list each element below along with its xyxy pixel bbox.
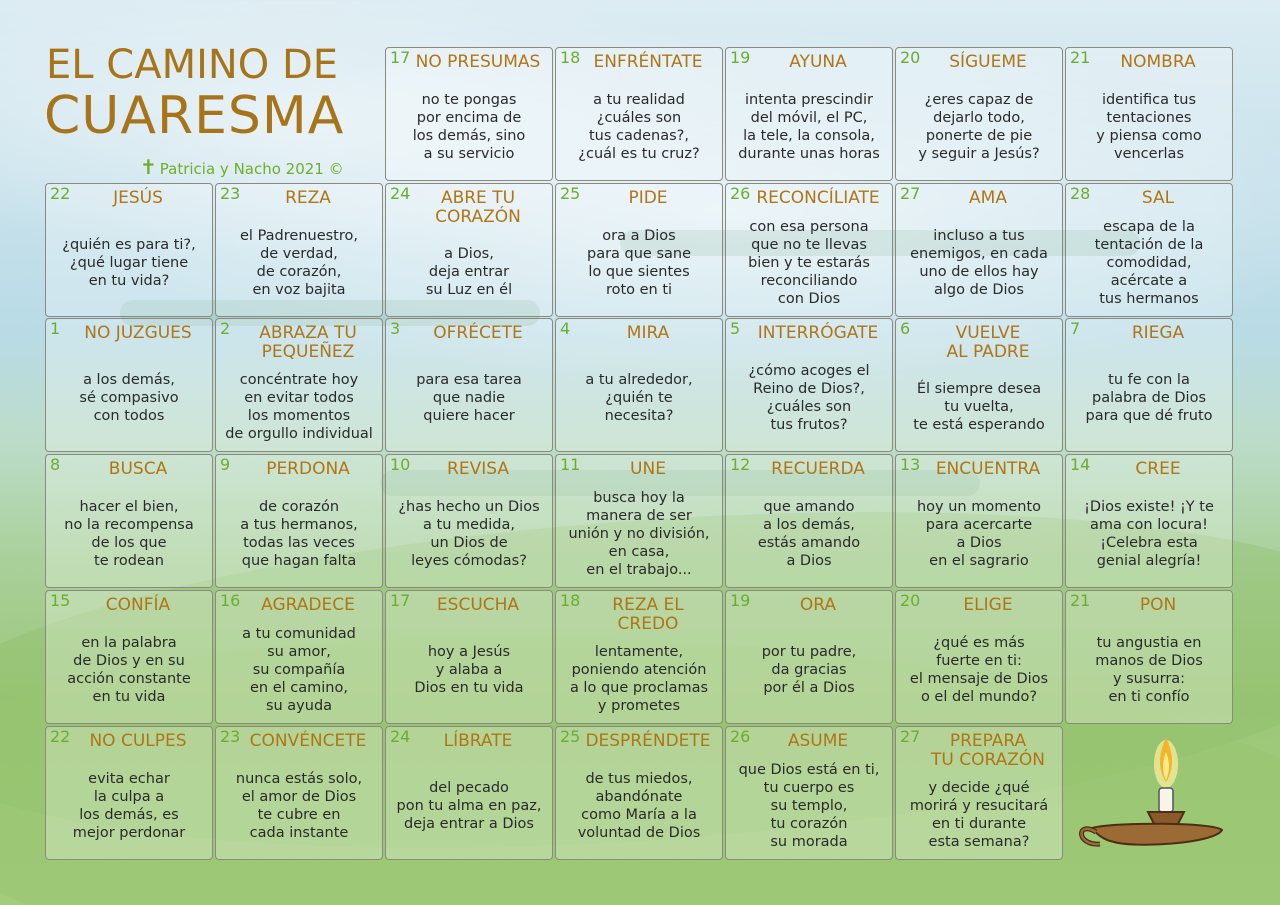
day-title: AGRADECE [261,595,355,615]
day-text: ¿cómo acoges el Reino de Dios?, ¿cuáles son tus frutos? [748,363,870,433]
day-number: 20 [900,48,921,67]
day-cell [555,454,723,588]
day-text: intenta prescindir del móvil, el PC, la tele, la consola, durante unas horas [738,92,880,162]
day-number: 11 [560,455,581,474]
day-text: Él siempre desea tu vuelta, te está esperando [913,381,1045,433]
day-cell [385,590,553,724]
day-title: DESPRÉNDETE [585,731,711,751]
day-cell [215,183,383,317]
day-title: RECONCÍLIATE [756,188,880,208]
header [44,42,384,182]
day-title: NO CULPES [89,731,187,751]
day-cell [725,47,893,181]
day-text: evita echar la culpa a los demás, es mejor perdonar [72,771,186,841]
day-title: SAL [1141,188,1175,208]
day-number: 20 [900,591,921,610]
day-text: el Padrenuestro, de verdad, de corazón, en voz bajita [240,228,358,298]
day-cell [725,318,893,452]
day-cell [725,726,893,860]
day-title: ESCUCHA [436,595,520,615]
day-text: lentamente, poniendo atención a lo que proclamas y prometes [569,644,709,714]
day-title: OFRÉCETE [433,323,523,343]
day-number: 26 [730,727,751,746]
day-text: ¿has hecho un Dios a tu medida, un Dios de leyes cómodas? [398,499,540,569]
day-text: a tu realidad ¿cuáles son tus cadenas?, ¿cuál es tu cruz? [578,92,700,162]
day-cell [895,726,1063,860]
day-number: 2 [220,319,231,338]
day-cell [45,590,213,724]
day-title: CONVÉNCETE [249,731,367,751]
day-cell [725,454,893,588]
day-number: 19 [730,48,751,67]
day-number: 7 [1070,319,1081,338]
day-number: 24 [390,184,411,203]
day-title: UNE [630,459,666,479]
day-text: del pecado pon tu alma en paz, deja entrar a Dios [396,780,542,832]
cross-icon: ✝ [140,155,157,179]
day-cell [215,726,383,860]
day-number: 23 [220,184,241,203]
day-title: MIRA [626,323,670,343]
day-cell [895,183,1063,317]
day-number: 21 [1070,48,1091,67]
day-cell [385,47,553,181]
day-title: RECUERDA [771,459,865,479]
day-number: 5 [730,319,741,338]
day-cell [555,318,723,452]
day-title: LÍBRATE [443,731,513,751]
day-cell [555,183,723,317]
day-number: 16 [220,591,241,610]
day-text: para esa tarea que nadie quiere hacer [416,372,522,424]
credit-text: Patricia y Nacho 2021 © [159,160,344,178]
day-text: ora a Dios para que sane lo que sientes roto en ti [586,228,692,298]
day-title: INTERRÓGATE [757,323,879,343]
day-text: hacer el bien, no la recompensa de los que te rodean [64,499,194,569]
day-title: VUELVE AL PADRE [946,323,1030,362]
day-title: CREE [1135,459,1181,479]
day-text: ¿qué es más fuerte en ti: el mensaje de Dios o el del mundo? [909,635,1049,705]
day-cell [45,454,213,588]
day-number: 23 [220,727,241,746]
day-title: ELIGE [963,595,1013,615]
day-number: 22 [50,727,71,746]
day-text: hoy un momento para acercarte a Dios en el sagrario [916,499,1042,569]
day-text: de tus miedos, abandónate como María a la voluntad de Dios [577,771,701,841]
day-cell [385,454,553,588]
day-title: REZA EL CREDO [612,595,684,634]
day-number: 24 [390,727,411,746]
day-text: a los demás, sé compasivo con todos [79,372,179,424]
day-cell [895,590,1063,724]
day-text: y decide ¿qué morirá y resucitará en ti durante esta semana? [909,780,1049,850]
day-number: 25 [560,184,581,203]
day-text: incluso a tus enemigos, en cada uno de ellos hay algo de Dios [910,228,1048,298]
day-cell [555,726,723,860]
day-number: 18 [560,591,581,610]
day-number: 6 [900,319,911,338]
day-text: tu angustia en manos de Dios y susurra: en ti confío [1095,635,1203,705]
day-text: a Dios, deja entrar su Luz en él [425,246,513,298]
day-number: 27 [900,184,921,203]
day-title: BUSCA [108,459,168,479]
day-cell [1065,590,1233,724]
day-text: concéntrate hoy en evitar todos los momentos de orgullo individual [225,372,373,442]
day-text: que amando a los demás, estás amando a Dios [757,499,861,569]
day-number: 26 [730,184,751,203]
day-title: RIEGA [1131,323,1185,343]
day-number: 8 [50,455,61,474]
day-title: ORA [799,595,837,615]
oil-lamp-icon [1074,736,1224,860]
day-text: en la palabra de Dios y en su acción constante en tu vida [67,635,191,705]
day-cell [555,47,723,181]
day-title: ABRAZA TU PEQUEÑEZ [259,323,357,362]
day-cell [725,183,893,317]
day-cell [895,318,1063,452]
day-text: busca hoy la manera de ser unión y no división, en casa, en el trabajo... [568,490,710,578]
day-text: escapa de la tentación de la comodidad, acércate a tus hermanos [1094,219,1204,307]
day-cell [1065,318,1233,452]
day-title: ENFRÉNTATE [593,52,703,72]
day-cell [1065,183,1233,317]
day-cell [385,318,553,452]
day-text: no te pongas por encima de los demás, sino a su servicio [412,92,526,162]
credit [140,155,344,179]
day-text: a tu alrededor, ¿quién te necesita? [585,372,693,424]
day-text: ¿eres capaz de dejarlo todo, ponerte de pie y seguir a Jesús? [918,92,1040,162]
day-number: 25 [560,727,581,746]
day-number: 12 [730,455,751,474]
day-number: 13 [900,455,921,474]
day-title: REZA [285,188,331,208]
day-title: JESÚS [113,188,163,208]
day-title: ABRE TU CORAZÓN [435,188,521,227]
day-title: ENCUENTRA [935,459,1041,479]
day-number: 4 [560,319,571,338]
day-text: a tu comunidad su amor, su compañía en el camino, su ayuda [242,626,356,714]
day-cell [45,726,213,860]
day-text: nunca estás solo, el amor de Dios te cubre en cada instante [235,771,363,841]
day-text: ¡Dios existe! ¡Y te ama con locura! ¡Celebra esta genial alegría! [1084,499,1214,569]
day-text: de corazón a tus hermanos, todas las veces que hagan falta [240,499,358,569]
day-cell [895,454,1063,588]
day-number: 17 [390,591,411,610]
day-title: NO JUZGUES [84,323,192,343]
day-cell [895,47,1063,181]
day-title: PON [1139,595,1177,615]
day-number: 3 [390,319,401,338]
day-cell [1065,454,1233,588]
day-number: 17 [390,48,411,67]
day-cell [1065,47,1233,181]
day-title: CONFÍA [105,595,171,615]
day-title: ASUME [787,731,849,751]
day-cell [555,590,723,724]
day-cell [45,318,213,452]
day-number: 15 [50,591,71,610]
day-number: 28 [1070,184,1091,203]
day-cell [385,726,553,860]
day-number: 10 [390,455,411,474]
day-cell [385,183,553,317]
day-title: AMA [969,188,1007,208]
day-cell [215,590,383,724]
day-text: por tu padre, da gracias por él a Dios [761,644,857,696]
day-title: NO PRESUMAS [415,52,541,72]
day-title: PERDONA [266,459,350,479]
day-number: 22 [50,184,71,203]
day-text: identifica tus tentaciones y piensa como vencerlas [1096,92,1202,162]
day-text: que Dios está en ti, tu cuerpo es su templo, tu corazón su morada [738,762,880,850]
day-text: hoy a Jesús y alaba a Dios en tu vida [414,644,524,696]
day-title: PIDE [628,188,668,208]
page-title-line2: CUARESMA [44,86,345,146]
day-cell [45,183,213,317]
day-number: 1 [50,319,61,338]
day-title: REVISA [447,459,509,479]
day-number: 21 [1070,591,1091,610]
day-cell [215,454,383,588]
page-title-line1: EL CAMINO DE [46,42,339,88]
day-number: 27 [900,727,921,746]
day-text: ¿quién es para ti?, ¿qué lugar tiene en tu vida? [62,237,196,289]
day-number: 18 [560,48,581,67]
day-cell [215,318,383,452]
day-text: tu fe con la palabra de Dios para que dé fruto [1085,372,1213,424]
day-title: PREPARA TU CORAZÓN [931,731,1045,770]
day-title: SÍGUEME [949,52,1027,72]
day-number: 14 [1070,455,1091,474]
day-number: 9 [220,455,231,474]
day-number: 19 [730,591,751,610]
day-text: con esa persona que no te llevas bien y te estarás reconciliando con Dios [748,219,870,307]
day-cell [725,590,893,724]
day-title: AYUNA [789,52,847,72]
day-title: NOMBRA [1120,52,1196,72]
